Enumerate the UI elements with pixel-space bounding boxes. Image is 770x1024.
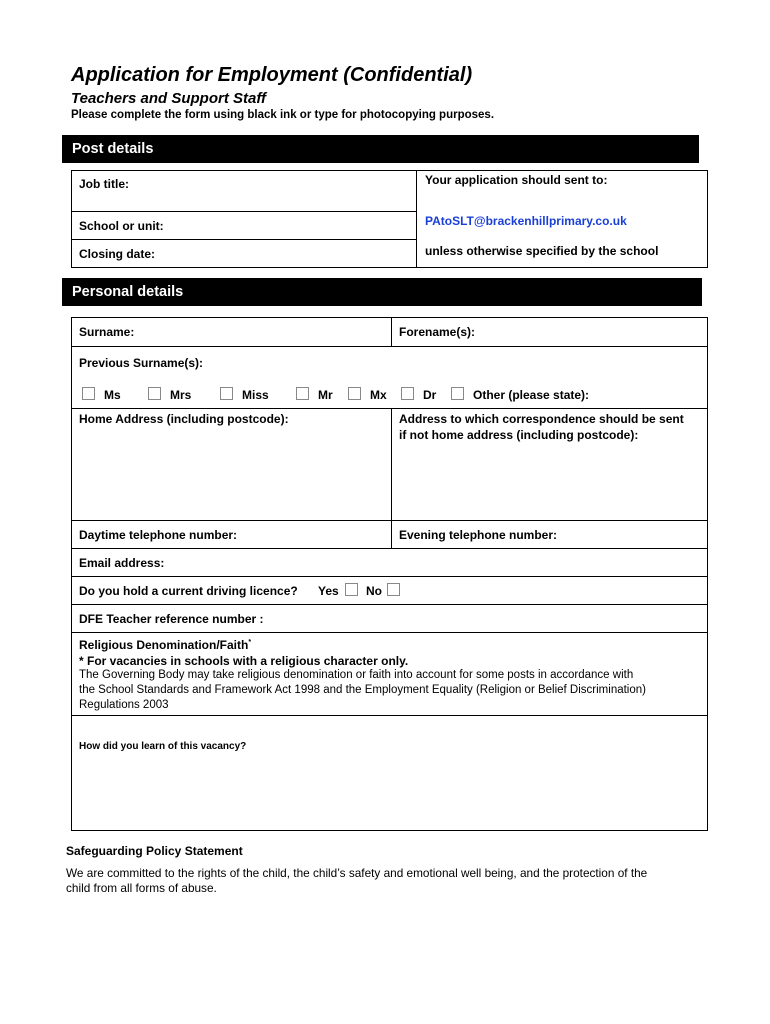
send-to-label: Your application should sent to:	[425, 173, 608, 187]
driving-licence-question: Do you hold a current driving licence?	[79, 584, 298, 598]
job-title-field[interactable]: Job title:	[79, 177, 129, 191]
safeguarding-line1: We are committed to the rights of the child, the child’s safety and emotional well being, and the protection of the	[66, 866, 648, 880]
title-other-label: Other (please state):	[473, 388, 590, 402]
surname-field[interactable]: Surname:	[79, 325, 135, 339]
post-details-heading-text: Post details	[72, 141, 154, 157]
licence-no-label: No	[366, 584, 382, 598]
religion-label-text: Religious Denomination/Faith	[79, 638, 249, 652]
safeguarding-line2: child from all forms of abuse.	[66, 881, 217, 895]
religion-field[interactable]	[79, 638, 251, 652]
title-miss-checkbox[interactable]	[220, 387, 233, 400]
row-line	[71, 604, 708, 605]
row-line	[71, 576, 708, 577]
row-line	[71, 520, 708, 521]
column-divider	[391, 408, 392, 548]
unless-note: unless otherwise specified by the school	[425, 244, 659, 258]
home-address-field[interactable]: Home Address (including postcode):	[79, 412, 289, 426]
school-field[interactable]: School or unit:	[79, 219, 164, 233]
page-subtitle: Teachers and Support Staff	[71, 90, 267, 107]
title-dr-checkbox[interactable]	[401, 387, 414, 400]
religion-text-line3: Regulations 2003	[79, 699, 169, 711]
email-field[interactable]: Email address:	[79, 556, 165, 570]
closing-date-field[interactable]: Closing date:	[79, 247, 156, 261]
personal-details-heading	[62, 278, 702, 306]
licence-yes-label: Yes	[318, 584, 339, 598]
row-line	[71, 408, 708, 409]
title-other-checkbox[interactable]	[451, 387, 464, 400]
post-details-row-line	[71, 211, 416, 212]
post-details-row-line	[71, 239, 416, 240]
vacancy-source-field[interactable]: How did you learn of this vacancy?	[79, 741, 247, 752]
post-details-heading	[62, 135, 699, 163]
column-divider	[391, 317, 392, 346]
safeguarding-heading: Safeguarding Policy Statement	[66, 844, 243, 858]
row-line	[71, 715, 708, 716]
title-mx-checkbox[interactable]	[348, 387, 361, 400]
title-mr-label: Mr	[318, 388, 333, 402]
title-mrs-label: Mrs	[170, 388, 192, 402]
post-details-divider	[416, 170, 417, 268]
licence-no-checkbox[interactable]	[387, 583, 400, 596]
previous-surname-field[interactable]: Previous Surname(s):	[79, 356, 204, 370]
page-title: Application for Employment (Confidential)	[71, 64, 473, 86]
daytime-phone-field[interactable]: Daytime telephone number:	[79, 528, 238, 542]
religion-text-line2: the School Standards and Framework Act 1998 and the Employment Equality (Religion or Belief Discrimination)	[79, 684, 646, 696]
personal-details-table	[71, 317, 708, 831]
religion-text-line1: The Governing Body may take religious denomination or faith into account for some posts in accordance with	[79, 669, 634, 681]
row-line	[71, 632, 708, 633]
licence-yes-checkbox[interactable]	[345, 583, 358, 596]
application-email-link[interactable]: PAtoSLT@brackenhillprimary.co.uk	[425, 214, 627, 228]
dfe-reference-field[interactable]: DFE Teacher reference number :	[79, 612, 264, 626]
evening-phone-field[interactable]: Evening telephone number:	[399, 528, 558, 542]
correspondence-address-field[interactable]: Address to which correspondence should be sent	[399, 412, 684, 426]
title-mrs-checkbox[interactable]	[148, 387, 161, 400]
forename-field[interactable]: Forename(s):	[399, 325, 476, 339]
personal-details-heading-text: Personal details	[72, 284, 184, 300]
religion-asterisk: *	[248, 639, 252, 646]
title-mr-checkbox[interactable]	[296, 387, 309, 400]
correspondence-address-field-line2: if not home address (including postcode):	[399, 428, 639, 442]
religion-note: * For vacancies in schools with a religious character only.	[79, 654, 409, 668]
title-ms-checkbox[interactable]	[82, 387, 95, 400]
form-instruction: Please complete the form using black ink or type for photocopying purposes.	[71, 109, 495, 121]
title-ms-label: Ms	[104, 388, 121, 402]
row-line	[71, 346, 708, 347]
title-mx-label: Mx	[370, 388, 387, 402]
title-dr-label: Dr	[423, 388, 437, 402]
title-miss-label: Miss	[242, 388, 269, 402]
row-line	[71, 548, 708, 549]
